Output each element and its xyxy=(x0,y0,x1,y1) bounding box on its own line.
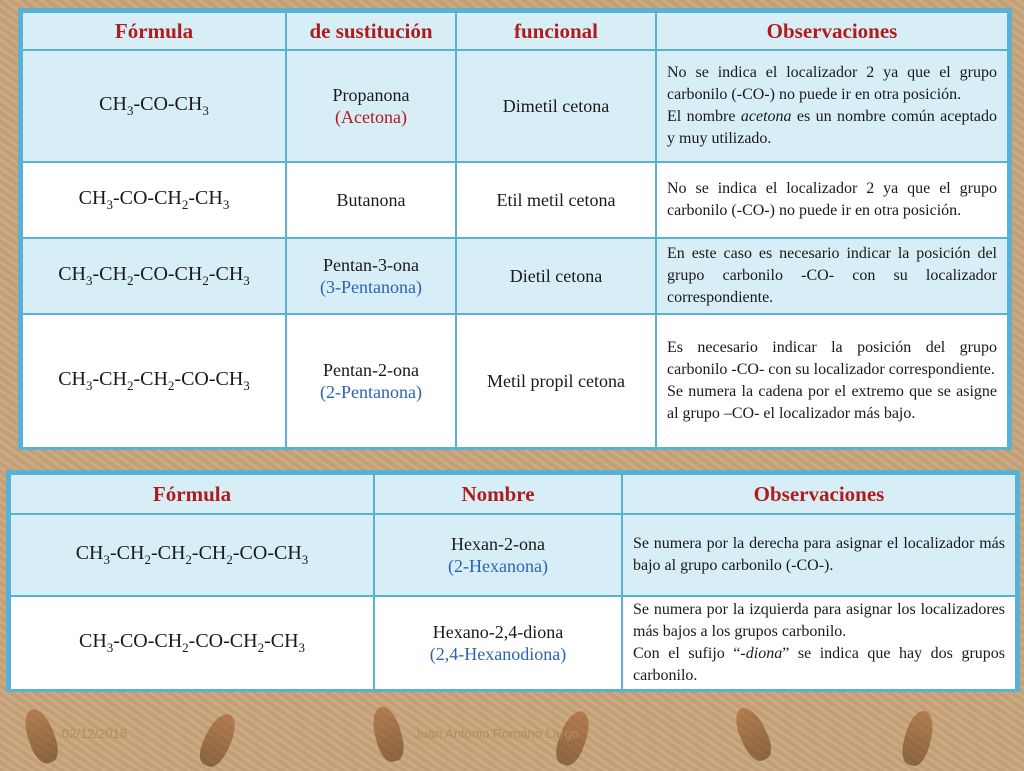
common-name: (2-Pentanona) xyxy=(320,382,422,402)
fossil-fish-icon xyxy=(368,704,408,765)
observation-text: No se indica el localizador 2 ya que el grupo carbonilo (-CO-) no puede ir en otra posición. xyxy=(667,64,997,103)
observations-cell xyxy=(656,314,1008,448)
header-substitution: de sustitución xyxy=(286,12,456,50)
observations-cell xyxy=(656,50,1008,162)
formula-cell: $CH_3-CO-CH_3$ xyxy=(22,50,286,162)
table1-header-row xyxy=(22,12,1008,50)
observation-text: No se indica el localizador 2 ya que el grupo carbonilo (-CO-) no puede ir en otra posición. xyxy=(667,180,997,219)
observations-cell xyxy=(656,238,1008,314)
substitution-name: Butanona xyxy=(336,190,406,210)
table-row xyxy=(22,238,1008,314)
compound-name-cell xyxy=(374,596,622,690)
substitution-name: Pentan-2-ona xyxy=(323,360,419,380)
observation-text: Con el sufijo “-diona” se indica que hay dos grupos carbonilo. xyxy=(633,645,1006,684)
common-name: (2,4-Hexanodiona) xyxy=(429,644,567,664)
observation-text: El nombre acetona es un nombre común aceptado y muy utilizado. xyxy=(667,108,998,147)
fossil-fish-icon xyxy=(729,703,776,765)
header-formula: Fórmula xyxy=(10,474,374,514)
header-observations: Observaciones xyxy=(656,12,1008,50)
common-name: (Acetona) xyxy=(335,107,407,127)
formula-cell: $CH_3-CH_2-CO-CH_2-CH_3$ xyxy=(22,238,286,314)
common-name: (3-Pentanona) xyxy=(320,277,422,297)
compound-name: Hexan-2-ona xyxy=(451,534,545,554)
observation-text: Se numera por la derecha para asignar el localizador más bajo al grupo carbonilo (-CO-). xyxy=(633,535,1005,574)
common-name: (2-Hexanona) xyxy=(448,556,548,576)
fossil-fish-icon xyxy=(19,705,63,767)
fossil-fish-icon xyxy=(194,709,241,771)
functional-name-cell: Etil metil cetona xyxy=(456,162,656,238)
substitution-name-cell xyxy=(286,50,456,162)
formula-cell: $CH_3-CH_2-CH_2-CO-CH_3$ xyxy=(22,314,286,448)
header-name: Nombre xyxy=(374,474,622,514)
functional-name-cell: Metil propil cetona xyxy=(456,314,656,448)
substitution-name: Propanona xyxy=(332,85,410,105)
fossil-fish-icon xyxy=(898,708,938,769)
substitution-name-cell xyxy=(286,314,456,448)
functional-name-cell: Dietil cetona xyxy=(456,238,656,314)
observations-cell xyxy=(622,514,1016,596)
observation-text: En este caso es necesario indicar la posición del grupo carbonilo -CO- con su localizador correspondiente. xyxy=(667,245,997,306)
observations-cell xyxy=(656,162,1008,238)
ketone-naming-table-1 xyxy=(18,8,1012,450)
table-row xyxy=(22,50,1008,162)
header-formula: Fórmula xyxy=(22,12,286,50)
formula-cell: $CH_3-CO-CH_2-CH_3$ xyxy=(22,162,286,238)
footer-author: Juan Antonio Romano Largo xyxy=(414,726,579,741)
substitution-name: Pentan-3-ona xyxy=(323,255,419,275)
table-row xyxy=(10,596,1016,690)
ketone-naming-table-2 xyxy=(6,470,1020,692)
formula-cell: $CH_3-CO-CH_2-CO-CH_2-CH_3$ xyxy=(10,596,374,690)
formula-cell: $CH_3-CH_2-CH_2-CH_2-CO-CH_3$ xyxy=(10,514,374,596)
compound-name-cell xyxy=(374,514,622,596)
functional-name-cell: Dimetil cetona xyxy=(456,50,656,162)
table2-header-row xyxy=(10,474,1016,514)
table-row xyxy=(10,514,1016,596)
observations-cell xyxy=(622,596,1016,690)
footer-date: 02/12/2018 xyxy=(62,726,128,741)
substitution-name-cell xyxy=(286,162,456,238)
table-row xyxy=(22,162,1008,238)
observation-text: Es necesario indicar la posición del grupo carbonilo -CO- con su localizador correspondiente. xyxy=(667,339,997,378)
substitution-name-cell xyxy=(286,238,456,314)
observation-text: Se numera por la izquierda para asignar los localizadores más bajos a los grupos carbonilo. xyxy=(633,601,1005,640)
compound-name: Hexano-2,4-diona xyxy=(432,622,564,642)
observation-text: Se numera la cadena por el extremo que se asigne al grupo –CO- el localizador más bajo. xyxy=(667,383,997,422)
header-functional: funcional xyxy=(456,12,656,50)
header-observations: Observaciones xyxy=(622,474,1016,514)
table-row xyxy=(22,314,1008,448)
